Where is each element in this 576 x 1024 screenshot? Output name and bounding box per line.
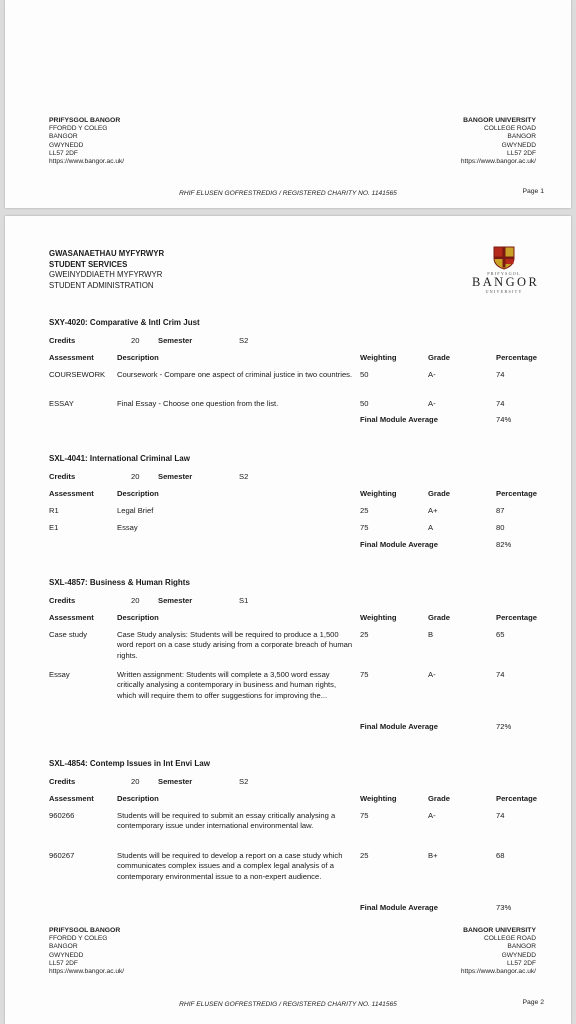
cell-assessment: E1 [49, 523, 59, 532]
cell-assessment: 960266 [49, 811, 75, 820]
cell-percentage: 74 [496, 670, 505, 679]
cell-weighting: 25 [360, 630, 369, 639]
address-url[interactable]: https://www.bangor.ac.uk/ [460, 158, 536, 166]
module-title: SXL-4041: International Criminal Law [49, 454, 190, 463]
cell-percentage: 74 [496, 811, 505, 820]
address-line: COLLEGE ROAD [483, 935, 536, 943]
cell-weighting: 50 [360, 370, 369, 379]
page-2 [5, 216, 571, 1024]
credits-value: 20 [131, 596, 140, 605]
cell-description: Written assignment: Students will complete a 3,500 word essay critically analysing a contemporary in business and human rights, which will require them to offer suggestions for improving the... [117, 670, 337, 700]
final-average-value: 72% [496, 722, 512, 731]
col-weighting: Weighting [360, 613, 397, 622]
address-url[interactable]: https://www.bangor.ac.uk/ [460, 968, 536, 976]
address-url[interactable]: https://www.bangor.ac.uk/ [49, 158, 125, 166]
cell-description: Legal Brief [117, 506, 154, 515]
cell-assessment: COURSEWORK [49, 370, 106, 379]
address-name: PRIFYSGOL BANGOR [49, 927, 121, 934]
credits-label: Credits [49, 472, 76, 481]
credits-value: 20 [131, 777, 140, 786]
address-line: BANGOR [507, 943, 536, 951]
cell-percentage: 74 [496, 370, 505, 379]
col-grade: Grade [428, 489, 450, 498]
cell-weighting: 50 [360, 399, 369, 408]
cell-assessment: R1 [49, 506, 59, 515]
address-name: BANGOR UNIVERSITY [463, 927, 536, 934]
cell-weighting: 75 [360, 523, 369, 532]
cell-weighting: 75 [360, 670, 369, 679]
semester-label: Semester [158, 472, 193, 481]
credits-label: Credits [49, 596, 76, 605]
cell-percentage: 68 [496, 851, 505, 860]
services-line: GWASANAETHAU MYFYRWYR [49, 249, 165, 258]
services-line: GWEINYDDIAETH MYFYRWYR [49, 270, 163, 279]
cell-description: Students will be required to submit an essay critically analysing a contemporary issue under international environmental law. [117, 811, 336, 831]
credits-value: 20 [131, 472, 140, 481]
charity-number: RHIF ELUSEN GOFRESTREDIG / REGISTERED CHARITY NO. 1141565 [179, 190, 397, 197]
semester-label: Semester [158, 777, 193, 786]
col-percentage: Percentage [496, 489, 537, 498]
crest-icon [493, 246, 515, 270]
col-assessment: Assessment [49, 613, 94, 622]
final-average-label: Final Module Average [360, 903, 438, 912]
bangor-university-logo [472, 246, 540, 294]
cell-weighting: 25 [360, 851, 369, 860]
final-average-label: Final Module Average [360, 722, 438, 731]
cell-grade: A [428, 523, 434, 532]
address-name: BANGOR UNIVERSITY [463, 117, 536, 124]
cell-description: Students will be required to develop a report on a case study which communicates complex issues and a complex legal analysis of a contemporary environmental issue to a non-expert audience. [117, 851, 343, 881]
address-line: FFORDD Y COLEG [49, 125, 108, 133]
cell-assessment: 960267 [49, 851, 75, 860]
col-description: Description [117, 353, 159, 362]
cell-weighting: 25 [360, 506, 369, 515]
page-number: Page 2 [522, 999, 544, 1006]
module-title: SXY-4020: Comparative & Intl Crim Just [49, 318, 200, 327]
address-line: GWYNEDD [501, 141, 536, 149]
cell-percentage: 80 [496, 523, 505, 532]
credits-label: Credits [49, 336, 76, 345]
address-line: LL57 2DF [49, 959, 78, 967]
page-number: Page 1 [522, 188, 544, 195]
cell-assessment: ESSAY [49, 399, 74, 408]
semester-label: Semester [158, 596, 193, 605]
page-1 [5, 0, 571, 208]
cell-percentage: 87 [496, 506, 505, 515]
address-line: BANGOR [49, 133, 78, 141]
cell-description: Essay [117, 523, 138, 532]
cell-assessment: Essay [49, 670, 70, 679]
col-assessment: Assessment [49, 489, 94, 498]
col-grade: Grade [428, 613, 450, 622]
semester-value: S2 [239, 777, 249, 786]
final-average-label: Final Module Average [360, 415, 438, 424]
cell-percentage: 65 [496, 630, 505, 639]
cell-grade: A- [428, 370, 436, 379]
address-line: LL57 2DF [507, 959, 536, 967]
address-line: BANGOR [49, 943, 78, 951]
module-title: SXL-4854: Contemp Issues in Int Envi Law [49, 759, 210, 768]
cell-grade: A- [428, 399, 436, 408]
credits-value: 20 [131, 336, 140, 345]
semester-value: S2 [239, 472, 249, 481]
col-percentage: Percentage [496, 353, 537, 362]
cell-description: Coursework - Compare one aspect of criminal justice in two countries. [117, 370, 353, 379]
footer-address-right [461, 927, 536, 976]
address-line: LL57 2DF [49, 149, 78, 157]
final-average-label: Final Module Average [360, 540, 438, 549]
cell-grade: A+ [428, 506, 438, 515]
cell-description: Case Study analysis: Students will be required to produce a 1,500 word report on a case study arising from a corporate breach of human rights. [117, 630, 353, 660]
cell-weighting: 75 [360, 811, 369, 820]
footer-address-right [461, 117, 536, 166]
address-url[interactable]: https://www.bangor.ac.uk/ [49, 968, 125, 976]
final-average-value: 73% [496, 903, 512, 912]
cell-grade: A- [428, 670, 436, 679]
cell-assessment: Case study [49, 630, 87, 639]
cell-grade: B+ [428, 851, 438, 860]
col-weighting: Weighting [360, 353, 397, 362]
credits-label: Credits [49, 777, 76, 786]
col-grade: Grade [428, 353, 450, 362]
col-percentage: Percentage [496, 613, 537, 622]
address-line: COLLEGE ROAD [483, 125, 536, 133]
cell-percentage: 74 [496, 399, 505, 408]
final-average-value: 82% [496, 540, 512, 549]
col-percentage: Percentage [496, 794, 537, 803]
cell-grade: B [428, 630, 434, 639]
final-average-value: 74% [496, 415, 512, 424]
logo-main-text: BANGOR [472, 275, 540, 289]
charity-number: RHIF ELUSEN GOFRESTREDIG / REGISTERED CHARITY NO. 1141565 [179, 1001, 397, 1008]
address-line: GWYNEDD [49, 141, 84, 149]
semester-value: S1 [239, 596, 249, 605]
address-line: GWYNEDD [49, 951, 84, 959]
address-line: FFORDD Y COLEG [49, 935, 108, 943]
logo-small-text: UNIVERSITY [485, 289, 523, 294]
col-assessment: Assessment [49, 794, 94, 803]
col-description: Description [117, 794, 159, 803]
col-weighting: Weighting [360, 794, 397, 803]
module-title: SXL-4857: Business & Human Rights [49, 578, 190, 587]
logo-small-text: PRIFYSGOL [487, 271, 521, 276]
cell-description: Final Essay - Choose one question from the list. [117, 399, 279, 408]
col-weighting: Weighting [360, 489, 397, 498]
services-line: STUDENT SERVICES [49, 259, 128, 269]
col-description: Description [117, 613, 159, 622]
services-line: STUDENT ADMINISTRATION [49, 280, 154, 290]
col-assessment: Assessment [49, 353, 94, 362]
semester-label: Semester [158, 336, 193, 345]
address-line: BANGOR [507, 133, 536, 141]
address-line: LL57 2DF [507, 149, 536, 157]
address-name: PRIFYSGOL BANGOR [49, 117, 121, 124]
footer-address-left [49, 117, 124, 166]
student-services-header [49, 249, 164, 291]
col-grade: Grade [428, 794, 450, 803]
footer-address-left [49, 927, 124, 976]
col-description: Description [117, 489, 159, 498]
cell-grade: A- [428, 811, 436, 820]
semester-value: S2 [239, 336, 249, 345]
address-line: GWYNEDD [501, 951, 536, 959]
